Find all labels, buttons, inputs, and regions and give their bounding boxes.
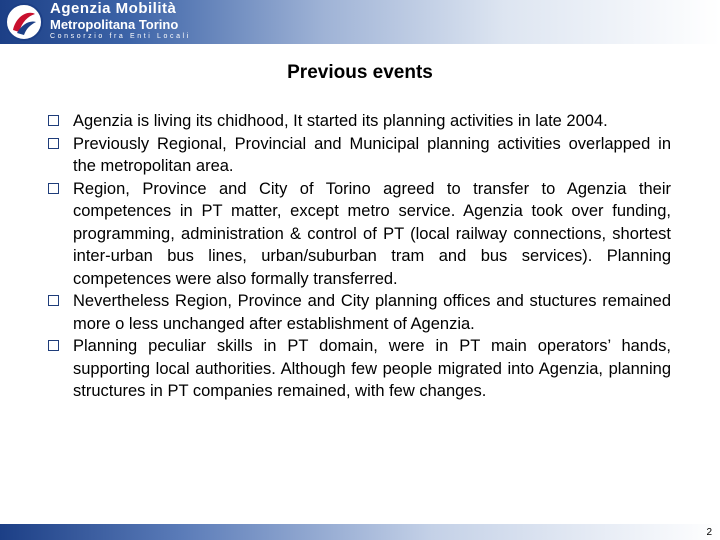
page-number: 2 xyxy=(706,527,712,538)
checkbox-square-icon xyxy=(48,295,59,306)
bullet-text: Planning peculiar skills in PT domain, were in PT main operators’ hands, supporting local authorities. Although few people migrated into Agenzia, planning structures in PT companies remained, with few changes. xyxy=(73,337,671,400)
bullet-text: Nevertheless Region, Province and City planning offices and stuctures remained more o less unchanged after establishment of Agenzia. xyxy=(73,292,671,333)
bullet-text: Previously Regional, Provincial and Municipal planning activities overlapped in the metropolitan area. xyxy=(73,134,671,175)
bullet-item xyxy=(48,335,671,403)
bullet-list xyxy=(48,110,671,403)
slide-title: Previous events xyxy=(287,62,433,83)
brand-subtitle: Metropolitana Torino xyxy=(50,17,179,32)
checkbox-square-icon xyxy=(48,138,59,149)
brand-tagline: Consorzio fra Enti Locali xyxy=(50,33,191,40)
brand-name: Agenzia Mobilità xyxy=(50,0,177,17)
checkbox-square-icon xyxy=(48,340,59,351)
bullet-item xyxy=(48,290,671,335)
bullet-text: Region, Province and City of Torino agreed to transfer to Agenzia their competences in PT matter, except metro service. Agenzia took over funding, programming, administration & control of PT (local railway connections, shortest inter-urban bus lines, urban/suburban tram and bus services). Planning competences were also formally transferred. xyxy=(73,179,671,288)
header-banner xyxy=(0,0,720,44)
footer-banner xyxy=(0,524,720,540)
agency-logo-icon xyxy=(4,2,44,42)
bullet-item xyxy=(48,110,671,133)
bullet-item xyxy=(48,178,671,291)
checkbox-square-icon xyxy=(48,183,59,194)
bullet-text: Agenzia is living its chidhood, It started its planning activities in late 2004. xyxy=(73,112,608,130)
checkbox-square-icon xyxy=(48,115,59,126)
bullet-item xyxy=(48,133,671,178)
